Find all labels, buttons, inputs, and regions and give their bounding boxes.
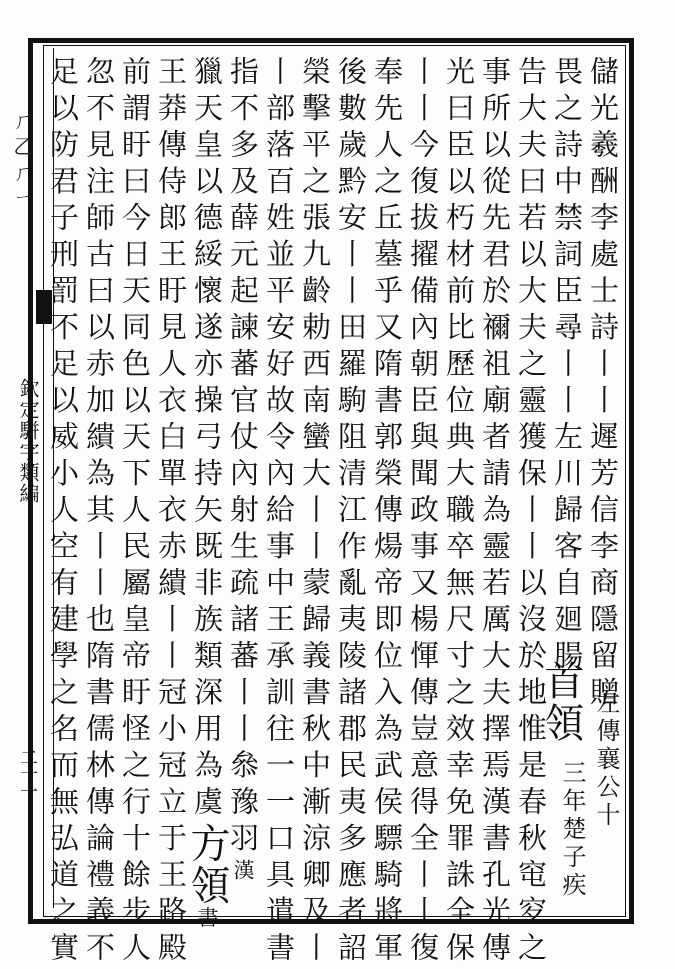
subnote-block bbox=[556, 760, 588, 900]
text-column bbox=[474, 56, 516, 969]
page-number: 二十一 bbox=[17, 748, 38, 799]
edge-marks: ㄏ乙ㄏㄧ bbox=[10, 110, 34, 210]
text-column bbox=[366, 56, 408, 969]
text-column bbox=[330, 56, 372, 969]
text-column bbox=[438, 56, 480, 969]
headword: 首領 bbox=[538, 660, 584, 744]
column-text: 丨丨今復拔擢備內朝臣與聞政事又楊惲傳豈意得全丨丨復 bbox=[406, 56, 440, 969]
text-column bbox=[258, 56, 300, 969]
column-text: 事所以從先君於禰祖廟者請為靈若厲大夫擇焉漢書孔光傳 bbox=[478, 56, 512, 969]
column-text: 忽不見注師古曰以赤加繢為其丨丨也隋書儒林傳論禮義不 bbox=[82, 56, 116, 969]
column-text: 王莽傳侍郎王盱見人衣白單衣赤繢丨丨冠小冠立于王路殿 bbox=[154, 56, 188, 969]
headword: 方領 bbox=[184, 822, 230, 907]
column-text-small: 書 bbox=[195, 906, 219, 933]
text-column bbox=[78, 56, 120, 969]
text-column bbox=[294, 56, 336, 969]
subnote: 左傳襄公十 bbox=[592, 690, 620, 830]
headword-block bbox=[538, 660, 590, 744]
column-text: 丨部落百姓並平安好故令內給事中王承訓往一一口具遣書 bbox=[262, 56, 296, 969]
text-column bbox=[150, 56, 192, 969]
column-text: 足以防君子刑罰不足以威小人空有建學之名而無弘道之實 bbox=[46, 56, 80, 969]
column-text: 指不多及薛元起諫蕃官仗內射生疏諸蕃丨丨叅豫羽 bbox=[226, 56, 260, 859]
column-text: 榮擊平之張九齡勅西南蠻大丨丨蒙歸義書秋中漸涼卿及丨 bbox=[298, 56, 332, 969]
column-text: 奉先人之丘墓乎又隋書郭榮傳煬帝即位入為武侯驃騎將軍 bbox=[370, 56, 404, 969]
column-text-small: 漢 bbox=[231, 859, 255, 885]
subnote-block bbox=[590, 690, 622, 830]
column-text: 後數歲黔安丨丨田羅駒阻清江作亂夷陵諸郡民夷多應者詔 bbox=[334, 56, 368, 969]
column-text: 光曰臣以朽材前比歷位典大職卒無尺寸之效幸免罪誅全保 bbox=[442, 56, 476, 969]
column-text: 畏之詩中禁詞臣尋丨丨左川歸客自廻腸 bbox=[550, 56, 584, 677]
book-title: 欽定駢字類編 bbox=[16, 378, 40, 504]
column-text: 獵天皇以德綏懷遂亦操弓持矢既非族類深用為虞 bbox=[190, 56, 224, 823]
text-column bbox=[114, 56, 156, 969]
text-column bbox=[42, 56, 84, 969]
column-text: 前謂盱曰今日天同色以天下人民屬皇帝盱怪之行十餘步人 bbox=[118, 56, 152, 969]
text-column bbox=[402, 56, 444, 969]
text-column bbox=[184, 56, 230, 933]
page-edge-margin bbox=[0, 48, 44, 908]
text-columns bbox=[46, 48, 624, 969]
column-text: 儲光羲酬李處士詩丨丨遲芳信李商隱留贈 bbox=[586, 56, 620, 713]
column-text: 告大夫曰若以大夫之靈獲保丨丨以沒於地惟是春秋窀穸之 bbox=[514, 56, 548, 969]
subnote: 三年楚子疾 bbox=[558, 760, 586, 900]
text-column bbox=[510, 56, 552, 969]
text-column bbox=[222, 56, 264, 906]
